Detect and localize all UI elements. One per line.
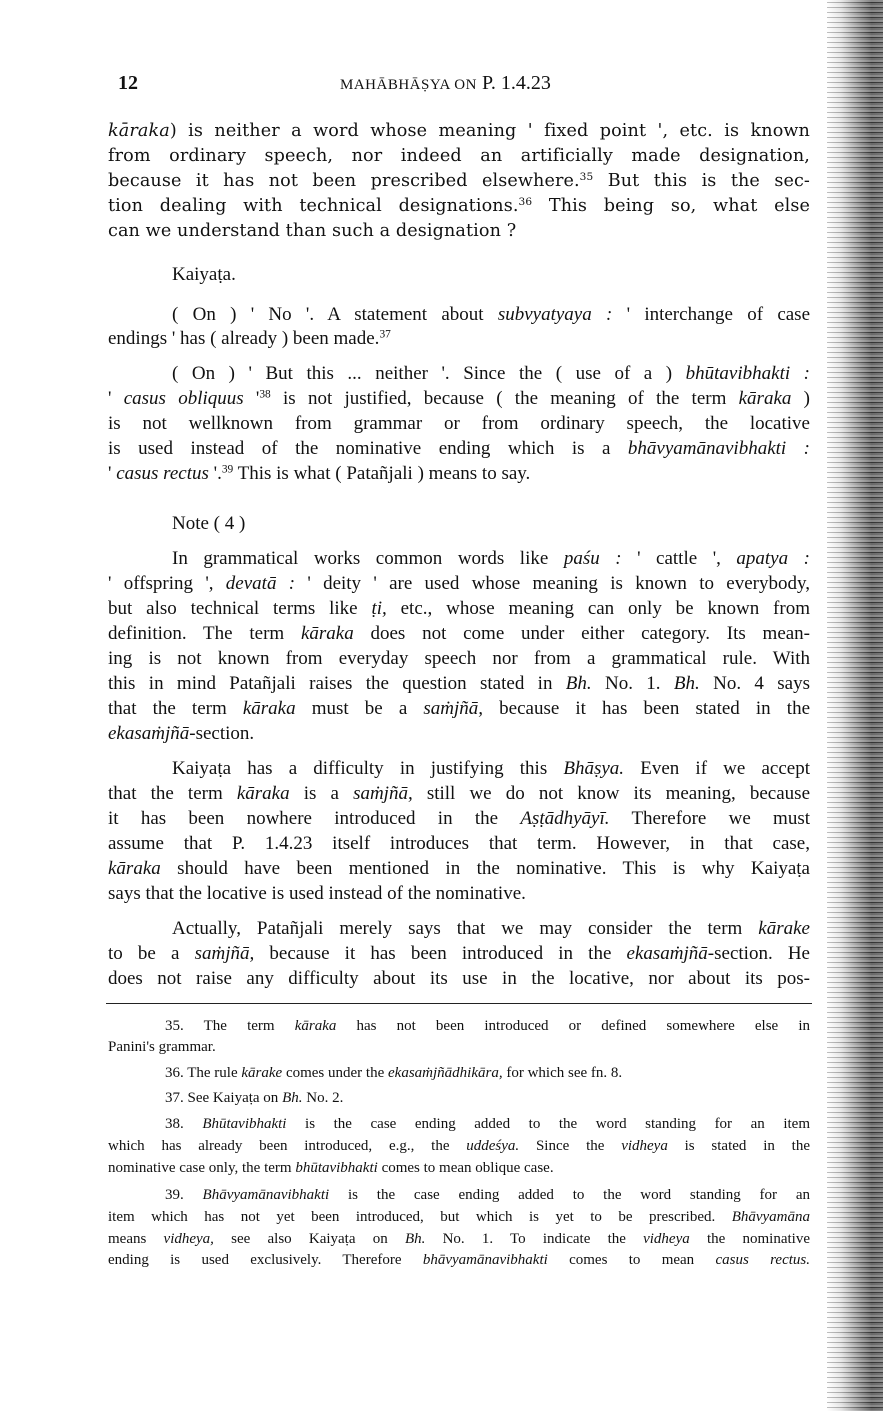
text-run: ' cattle ', [621, 548, 737, 569]
text-run: means [108, 1231, 164, 1247]
body-line [172, 547, 810, 571]
italic-term: bhāvyamānavibhakti [422, 1252, 548, 1268]
italic-term: casus obliquus [123, 388, 244, 409]
running-head-reference: P. 1.4.23 [476, 72, 551, 94]
text-run: which has already been introduced, e.g., the [108, 1138, 467, 1154]
body-line [108, 119, 810, 143]
footnote-39 [165, 1185, 810, 1205]
body-line [108, 942, 810, 966]
body-line [108, 882, 526, 906]
italic-term: kārake [758, 918, 810, 939]
footnote-reference: 35 [579, 171, 594, 184]
text-run: -section. He [707, 943, 810, 964]
footnote-35 [165, 1016, 810, 1036]
footnote-38 [108, 1136, 810, 1156]
body-line [172, 362, 810, 386]
body-line [108, 722, 254, 746]
italic-term: Bhāṣya. [563, 758, 625, 779]
text-run: to be a [108, 943, 195, 964]
body-line [108, 144, 810, 168]
text-run: Actually, Patañjali merely says that we may consider the term [172, 918, 759, 939]
italic-term: kāraka [738, 388, 792, 409]
text-run: -section. [189, 723, 255, 744]
italic-term: uddeśya. [466, 1138, 520, 1154]
footnote-reference: 37 [379, 328, 391, 341]
footnote-reference: 36 [518, 196, 533, 209]
italic-term: bhūtavibhakti : [685, 363, 810, 384]
body-line [108, 967, 810, 991]
text-run: ' [108, 388, 124, 409]
running-head-title: MAHĀBHĀṢYA ON [340, 77, 477, 93]
text-run: Note ( 4 ) [172, 513, 246, 534]
footnote-39 [108, 1207, 810, 1227]
text-run: the nominative [689, 1231, 810, 1247]
text-run: Since the [519, 1138, 622, 1154]
footnote-38 [165, 1114, 810, 1134]
body-line [172, 303, 810, 327]
text-run: ) [791, 388, 810, 409]
text-run: says that the locative is used instead of the nominative. [108, 883, 526, 904]
italic-term: ekasaṁjñā [626, 943, 708, 964]
italic-term: kāraka [108, 121, 170, 141]
text-run: it has been nowhere introduced in the [108, 808, 521, 829]
italic-term: devatā : [225, 573, 296, 594]
text-run: nominative case only, the term [108, 1160, 296, 1176]
text-run: Panini's grammar. [108, 1039, 216, 1055]
italic-term: vidheya [621, 1138, 668, 1154]
body-line [108, 622, 810, 646]
text-run: ' deity ' are used whose meaning is known to everybody, [295, 573, 810, 594]
body-line [108, 597, 810, 621]
footnote-rule [106, 1003, 812, 1004]
text-run: should have been mentioned in the nominative. This is why Kaiyaṭa [160, 858, 810, 879]
body-line [108, 672, 810, 696]
text-run: item which has not yet been introduced, but which is yet to be prescribed. [108, 1209, 732, 1225]
body-line [108, 832, 810, 856]
text-run: is not justified, because ( the meaning of the term [270, 388, 739, 409]
italic-term: ekasaṁjñā [108, 723, 190, 744]
body-line [108, 327, 391, 351]
footnote-37 [165, 1088, 343, 1108]
footnote-reference: 38 [259, 388, 271, 401]
italic-term: saṁjñā, [423, 698, 484, 719]
italic-term: Bhāvyamāna [731, 1209, 810, 1225]
text-run: Kaiyaṭa. [172, 264, 236, 285]
italic-term: casus rectus. [715, 1252, 810, 1268]
italic-term: paśu : [563, 548, 622, 569]
italic-term: Bh. [404, 1231, 426, 1247]
body-line [108, 857, 810, 881]
body-line [108, 572, 810, 596]
text-run: ending is used exclusively. Therefore [108, 1252, 423, 1268]
text-run: ) is neither a word whose meaning ' fixed point ', etc. is known [169, 121, 810, 141]
text-run: ing is not known from everyday speech nor from a grammatical rule. With [108, 648, 810, 669]
running-head [340, 72, 551, 95]
text-run: comes under the [282, 1065, 388, 1081]
body-line [108, 194, 810, 218]
text-run: for which see fn. 8. [502, 1065, 623, 1081]
text-run: ' [243, 388, 260, 409]
text-run: tion dealing with technical designations. [108, 196, 519, 216]
text-run: has not been introduced or defined somewhere else in [336, 1018, 810, 1034]
text-run: but also technical terms like [108, 598, 372, 619]
text-run: does not raise any difficulty about its use in the locative, nor about its pos- [108, 968, 810, 989]
italic-term: vidheya, [163, 1231, 214, 1247]
text-run: ' interchange of case [612, 304, 810, 325]
text-run: etc., whose meaning can only be known from [386, 598, 810, 619]
body-line [172, 757, 810, 781]
text-run: from ordinary speech, nor indeed an artificially made designation, [108, 146, 810, 166]
section-heading-note [172, 512, 245, 536]
italic-term: bhūtavibhakti [295, 1160, 378, 1176]
text-run: see also Kaiyaṭa on [213, 1231, 405, 1247]
footnote-35 [108, 1037, 216, 1057]
text-run: No. 1. To indicate the [425, 1231, 644, 1247]
text-run: definition. The term [108, 623, 301, 644]
text-run: comes to mean oblique case. [377, 1160, 554, 1176]
italic-term: kāraka [108, 858, 161, 879]
italic-term: kāraka [294, 1018, 337, 1034]
footnote-reference: 39 [221, 463, 234, 476]
text-run: assume that P. 1.4.23 itself introduces that term. However, in that case, [108, 833, 810, 854]
italic-term: kāraka [236, 783, 290, 804]
page-number: 12 [118, 72, 138, 94]
text-run: is not wellknown from grammar or from ordinary speech, the locative [108, 413, 810, 434]
text-run: because it has been introduced in the [254, 943, 627, 964]
text-run: ( On ) ' But this ... neither '. Since the ( use of a ) [172, 363, 686, 384]
text-run: 36. The rule [165, 1065, 242, 1081]
italic-term: kārake [241, 1065, 283, 1081]
italic-term: subvyatyaya : [497, 304, 613, 325]
text-run: 38. [165, 1116, 203, 1132]
italic-term: kāraka [242, 698, 296, 719]
text-run: This is what ( Patañjali ) means to say. [233, 463, 531, 484]
text-run: does not come under either category. Its mean- [353, 623, 810, 644]
italic-term: vidheya [643, 1231, 690, 1247]
text-run: 39. [165, 1187, 203, 1203]
italic-term: apatya : [736, 548, 810, 569]
italic-term: ṭi, [371, 598, 387, 619]
text-run: Kaiyaṭa has a difficulty in justifying this [172, 758, 564, 779]
body-line [172, 917, 810, 941]
text-run: this in mind Patañjali raises the question stated in [108, 673, 566, 694]
footnote-36 [165, 1063, 622, 1083]
body-line [108, 219, 516, 243]
body-line [108, 782, 810, 806]
text-run: No. 1. [591, 673, 674, 694]
scan-page-edge [827, 0, 883, 1411]
body-line [108, 412, 810, 436]
body-line [108, 169, 810, 193]
body-line [108, 387, 810, 411]
text-run: because it has been stated in the [483, 698, 810, 719]
italic-term: ekasaṁjñādhikāra, [388, 1065, 503, 1081]
text-run: is the case ending added to the word standing for an item [286, 1116, 810, 1132]
text-run: 37. See Kaiyaṭa on [165, 1090, 283, 1106]
body-line [108, 647, 810, 671]
italic-term: Bhāvyamānavibhakti [202, 1187, 330, 1203]
text-run: is stated in the [667, 1138, 810, 1154]
text-run: Therefore we must [609, 808, 810, 829]
body-line [108, 807, 810, 831]
text-run: 35. The term [165, 1018, 295, 1034]
text-run: ' [108, 463, 117, 484]
footnote-38 [108, 1158, 554, 1178]
text-run: is used instead of the nominative ending which is a [108, 438, 628, 459]
italic-term: casus rectus [116, 463, 209, 484]
text-run: that the term [108, 698, 243, 719]
text-run: No. 4 says [699, 673, 810, 694]
italic-term: Bh. [565, 673, 592, 694]
italic-term: saṁjñā, [194, 943, 255, 964]
text-run: endings ' has ( already ) been made. [108, 328, 380, 349]
text-run: ' offspring ', [108, 573, 226, 594]
section-heading-kaiyata [172, 263, 236, 287]
text-run: can we understand than such a designation ? [108, 221, 517, 241]
text-run: '. [208, 463, 222, 484]
text-run: This being so, what else [532, 196, 810, 216]
text-run: In grammatical works common words like [172, 548, 564, 569]
text-run: is a [289, 783, 354, 804]
italic-term: Aṣṭādhyāyī. [520, 808, 610, 829]
text-run: because it has not been prescribed elsewhere. [108, 171, 580, 191]
body-line [108, 437, 810, 461]
body-line [108, 697, 810, 721]
text-run: still we do not know its meaning, because [412, 783, 810, 804]
footnote-39 [108, 1229, 810, 1249]
text-run: comes to mean [547, 1252, 716, 1268]
text-run: No. 2. [302, 1090, 344, 1106]
text-run: is the case ending added to the word standing for an [329, 1187, 810, 1203]
footnote-39 [108, 1250, 810, 1270]
italic-term: Bh. [282, 1090, 303, 1106]
italic-term: saṁjñā, [353, 783, 413, 804]
italic-term: kāraka [300, 623, 354, 644]
body-line [108, 462, 530, 486]
text-run: But this is the sec- [593, 171, 810, 191]
text-run: Even if we accept [624, 758, 810, 779]
italic-term: Bh. [673, 673, 700, 694]
text-run: must be a [295, 698, 424, 719]
text-run: ( On ) ' No '. A statement about [172, 304, 498, 325]
italic-term: bhāvyamānavibhakti : [627, 438, 810, 459]
text-run: that the term [108, 783, 237, 804]
italic-term: Bhūtavibhakti [202, 1116, 287, 1132]
